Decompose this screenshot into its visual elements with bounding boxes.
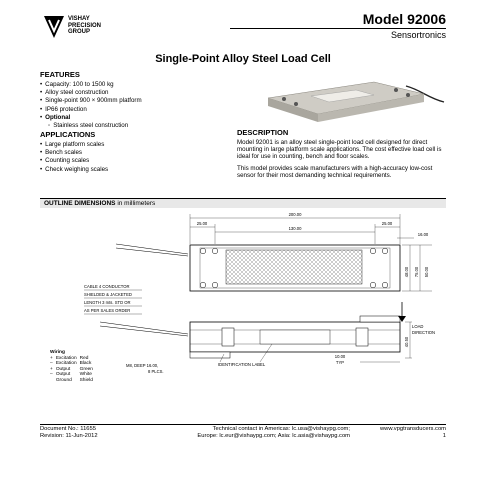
tech-contact-americas: Technical contact in Americas: lc.usa@vishaypg.com;	[212, 426, 350, 432]
footer-right	[380, 426, 446, 440]
outline-heading: OUTLINE DIMENSIONS	[44, 200, 116, 207]
application-item: • Large platform scales	[40, 141, 220, 149]
ident-label-callout: IDENTIFICATION LABEL	[218, 362, 266, 367]
applications-section	[40, 130, 220, 174]
wiring-row: Ground Shield	[55, 377, 93, 383]
dim-side: 40.50	[404, 336, 409, 348]
wiring-table	[50, 350, 96, 384]
document-number: Document No.: 11655	[40, 426, 96, 432]
feature-item: • IP66 protection	[40, 106, 220, 114]
dim-200: 200.00	[288, 212, 302, 217]
dim-10: 10.00	[334, 354, 346, 359]
feature-item: • Capacity: 100 to 1500 kg	[40, 81, 220, 89]
feature-item: • Alloy steel construction	[40, 89, 220, 97]
brand-name: Sensortronics	[390, 30, 446, 40]
product-photo	[256, 68, 446, 130]
logo-line-1: VISHAY	[68, 16, 90, 22]
wiring-heading: Wiring	[50, 350, 65, 355]
load-direction-line: LOAD	[412, 324, 424, 329]
cable-line: LENGTH 3 mts. STD OR	[84, 300, 131, 305]
page-title: Single-Point Alloy Steel Load Cell	[155, 53, 331, 65]
vishay-vpg-logo-icon	[42, 14, 66, 40]
tech-contact-europe-asia: Europe: lc.eur@vishaypg.com; Asia: lc.asia@vishaypg.com	[197, 433, 350, 439]
wiring-row: – Excitation Black	[50, 361, 92, 367]
application-item: • Counting scales	[40, 157, 220, 165]
dim-10-typ: TYP	[335, 360, 345, 365]
feature-optional: • Optional	[40, 114, 220, 122]
website-link[interactable]: www.vpgtransducers.com	[379, 426, 446, 432]
application-item: • Check weighing scales	[40, 166, 220, 174]
revision-date: Revision: 11-Jun-2012	[40, 433, 98, 439]
footer-rule	[40, 424, 446, 425]
cable-callout	[84, 284, 142, 314]
application-item: • Bench scales	[40, 149, 220, 157]
logo-line-2: PRECISION	[68, 22, 102, 29]
cable-line: SHIELDED & JACKETED	[84, 292, 132, 297]
m8-line: M8, DEEP 16.00,	[126, 363, 159, 368]
dim-50: 50.00	[424, 266, 429, 278]
model-title: Model 92006	[362, 11, 446, 27]
footer-left	[40, 426, 98, 440]
wiring-row: + Excitation Red	[50, 355, 89, 361]
description-paragraph-2: This model provides scale manufacturers with a high-accuracy low-cost sensor for their most demanding technical requirements.	[237, 164, 433, 179]
page-number: 1	[442, 433, 446, 439]
features-heading: FEATURES	[40, 70, 80, 79]
outline-drawing	[40, 210, 446, 420]
wiring-row: – Output White	[50, 372, 92, 378]
footer-center	[150, 426, 350, 440]
top-view	[116, 212, 432, 291]
description-heading: DESCRIPTION	[237, 128, 289, 137]
outline-units: in millimeters	[115, 200, 156, 207]
wiring-row: + Output Green	[50, 366, 93, 372]
dim-25-right: 25.00	[381, 221, 393, 226]
dim-48: 48.00	[404, 266, 409, 278]
feature-optional-item: ◦ Stainless steel construction	[40, 122, 220, 130]
dim-75: 75.00	[414, 266, 419, 278]
features-section	[40, 70, 220, 130]
cable-line: CABLE 4 CONDUCTOR	[84, 284, 130, 289]
dim-16: 16.00	[417, 232, 429, 237]
dim-130: 130.00	[288, 226, 302, 231]
header-rule	[230, 28, 446, 29]
feature-item: • Single-point 900 × 900mm platform	[40, 97, 220, 105]
description-section	[237, 128, 445, 179]
load-direction-line: DIRECTION	[412, 330, 436, 335]
logo-line-3: GROUP	[68, 29, 91, 35]
cable-line: AS PER SALES ORDER	[84, 308, 131, 313]
outline-dimensions-bar	[40, 198, 446, 208]
dim-25-left: 25.00	[196, 221, 208, 226]
description-paragraph-1: Model 92001 is an alloy steel single-point load cell designed for direct mounting in large platform scale applications. The cost effective load cell is ideal for use in counting, bench and floor scales.	[237, 139, 442, 161]
m8-line: 8 PLCS.	[148, 369, 164, 374]
applications-heading: APPLICATIONS	[40, 130, 96, 139]
vishay-logo	[42, 14, 122, 42]
side-view	[100, 302, 435, 374]
